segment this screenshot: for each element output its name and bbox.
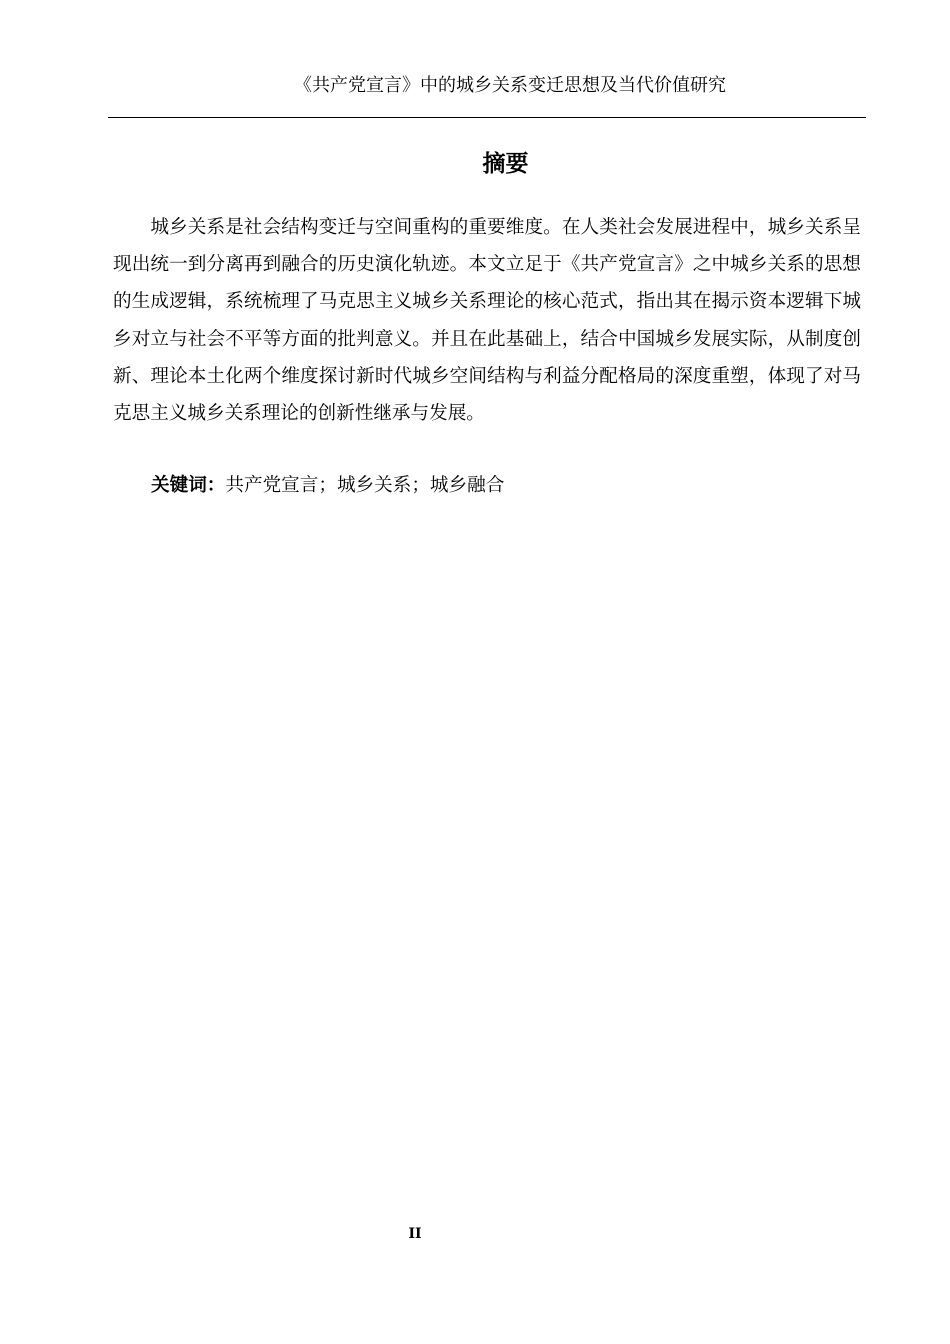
header-divider: [108, 117, 866, 118]
abstract-title: 摘要: [482, 151, 529, 177]
running-header: 《共产党宣言》中的城乡关系变迁思想及当代价值研究: [294, 75, 726, 96]
keywords-value: 共产党宣言；城乡关系；城乡融合: [225, 475, 505, 496]
keywords-label: 关键词：: [151, 475, 226, 496]
abstract-paragraph: 城乡关系是社会结构变迁与空间重构的重要维度。在人类社会发展进程中，城乡关系呈现出统一到分离再到融合的历史演化轨迹。本文立足于《共产党宣言》之中城乡关系的思想的生成逻辑，系统梳理了马克思主义城乡关系理论的核心范式，指出其在揭示资本逻辑下城乡对立与社会不平等方面的批判意义。并且在此基础上，结合中国城乡发展实际，从制度创新、理论本土化两个维度探讨新时代城乡空间结构与利益分配格局的深度重塑，体现了对马克思主义城乡关系理论的创新性继承与发展。: [113, 217, 861, 425]
page-number: II: [408, 1226, 422, 1242]
keywords-line: [151, 470, 504, 502]
